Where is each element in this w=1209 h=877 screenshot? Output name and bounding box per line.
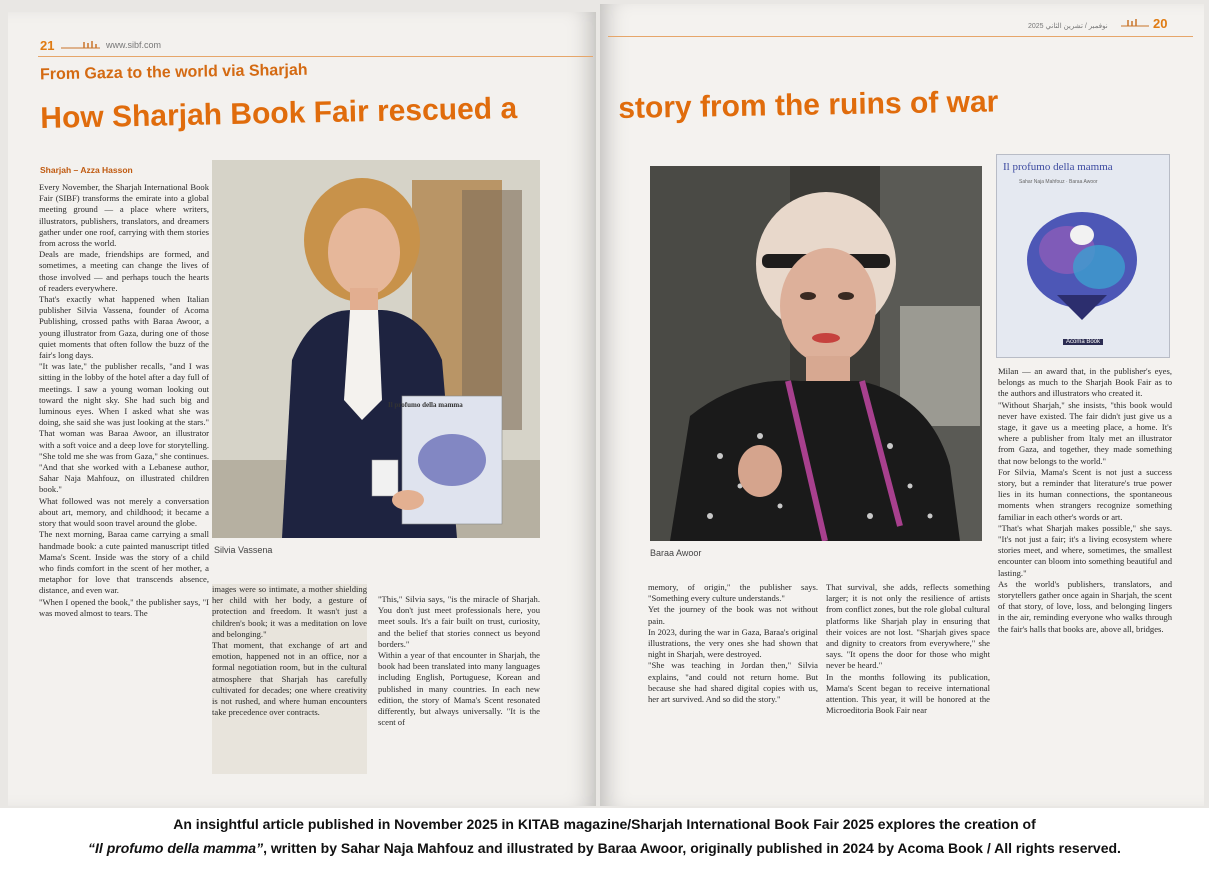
paragraph: The next morning, Baraa came carrying a small handmade book: a cute painted manuscript titled Mama's Scent. Inside was the story of a child who finds comfort in the scent of her mother, a metaphor for love that transcends absence, distance, and even war. [39, 529, 209, 596]
held-book-title: Il profumo della mamma [388, 401, 463, 409]
headline-left: How Sharjah Book Fair rescued a [40, 92, 518, 135]
paragraph: "Without Sharjah," she insists, "this book would never have existed. The fair didn't just give us a stage, it gave us a meeting place, a home. It's where a publisher from Italy met an illustrator from Gaza, and together, they made something that now belongs to the world." [998, 399, 1172, 466]
paragraph: "She was teaching in Jordan then," Silvia explains, "and could not return home. But because she had shared digital copies with us, her art survived. And so did the story." [648, 660, 818, 705]
left-column-1 [39, 182, 209, 772]
cover-publisher: Acoma Book [1063, 339, 1103, 345]
header-rule [608, 36, 1193, 37]
paragraph: As the world's publishers, translators, and storytellers gather once again in Sharjah, the scent of that story, of love, loss, and belonging lingers in the air, reminding everyone who walks through the fair's halls that books are, above all, bridges. [998, 578, 1172, 634]
header-rule [38, 56, 593, 57]
paragraph: For Silvia, Mama's Scent is not just a success story, but a reminder that literature's true power lies in its human connections, the spontaneous moments when strangers recognize something familiar in each other's words or art. [998, 466, 1172, 522]
left-page-number: 21 [40, 38, 55, 53]
paragraph: Milan — an award that, in the publisher's eyes, belongs as much to the Sharjah Book Fair as to the authors and illustrators who created it. [998, 366, 1172, 399]
book-title-italic: “Il profumo della mamma” [88, 840, 264, 856]
silvia-photo-caption: Silvia Vassena [214, 545, 273, 555]
paragraph: "This," Silvia says, "is the miracle of Sharjah. You don't just meet professionals here, you meet souls. It's a fair built on trust, curiosity, and the belief that stories connect us beyond borders." [378, 594, 540, 649]
right-column-3 [998, 366, 1172, 776]
caption-line-2-rest: , written by Sahar Naja Mahfouz and illustrated by Baraa Awoor, originally published in 2024 by Acoma Book / All rights reserved. [263, 840, 1121, 856]
issue-date-arabic: 2025 نوفمبر / تشرين الثاني [1028, 23, 1108, 30]
paragraph: Yet the journey of the book was not without pain. [648, 604, 818, 626]
left-column-3 [378, 594, 540, 774]
byline: Sharjah – Azza Hasson [40, 165, 133, 175]
headline-right: story from the ruins of war [618, 85, 999, 125]
kitab-logo-icon [1120, 18, 1150, 30]
paragraph: Deals are made, friendships are formed, and sometimes, a meeting can change the lives of those involved — and perhaps touch the hearts of readers everywhere. [39, 249, 209, 293]
baraa-photo-caption: Baraa Awoor [650, 548, 702, 558]
cover-illustration [1017, 195, 1147, 325]
right-column-2 [826, 582, 990, 774]
paragraph: In the months following its publication, Mama's Scent began to receive international attention. This year, it will be honored at the Microeditoria Book Fair near [826, 671, 990, 716]
paragraph: That's exactly what happened when Italian publisher Silvia Vassena, founder of Acoma Publishing, crossed paths with Baraa Awoor, a young illustrator from Gaza, during one of those quiet moments that often follow the buzz of the fair's long days. [39, 294, 209, 361]
caption-line-2 [0, 836, 1209, 860]
baraa-awoor-photo [650, 166, 982, 541]
paragraph: memory, of origin," the publisher says. "Something every culture understands." [648, 582, 818, 604]
right-column-1 [648, 582, 818, 772]
silvia-vassena-photo [212, 160, 540, 538]
cover-title: Il profumo della mamma [1003, 161, 1113, 173]
image-caption [0, 812, 1209, 860]
paragraph: "It was late," the publisher recalls, "and I was sitting in the lobby of the hotel after a day full of meetings. I saw a young woman looking out toward the night sky. She had such big and luminous eyes. When I asked what she was doing, she said she was just looking at the stars." That woman was Baraa Awoor, an illustrator with a soft voice and a deep love for storytelling. "She told me she was from Gaza," she continues. "And that she worked with a Lebanese author, Sahar Naja Mahfouz, on illustrated children book." [39, 361, 209, 495]
paragraph: "When I opened the book," the publisher says, "I was moved almost to tears. The [39, 596, 209, 618]
paragraph: That survival, she adds, reflects something larger; it is not only the resilience of artists from conflict zones, but the role global cultural platforms like Sharjah play in ensuring that their voices are not lost. "Sharjah gives space and dignity to creators from everywhere," she says. "It opens the door for those who might never be heard." [826, 582, 990, 671]
paragraph: images were so intimate, a mother shielding her child with her body, a gesture of protection and freedom. It wasn't just a children's book; it was a meditation on love and belonging." [212, 584, 367, 639]
website-url: www.sibf.com [106, 40, 162, 50]
article-kicker: From Gaza to the world via Sharjah [39, 61, 308, 84]
book-cover [996, 154, 1170, 358]
right-page [600, 4, 1204, 806]
right-page-number: 20 [1153, 16, 1168, 31]
kitab-logo-icon [60, 40, 102, 52]
left-page [8, 12, 596, 806]
paragraph: What followed was not merely a conversation about art, memory, and childhood; it became a story that would soon travel around the globe. [39, 495, 209, 529]
cover-authors: Sahar Naja Mahfouz · Baraa Awoor [1019, 179, 1098, 185]
paragraph: Every November, the Sharjah International Book Fair (SIBF) transforms the emirate into a global meeting ground — a place where writers, illustrators, publishers, translators, and dreamers gather under one roof, carrying with them stories from across the world. [39, 182, 209, 249]
paragraph: Within a year of that encounter in Sharjah, the book had been translated into many languages including English, Portuguese, Korean and published in many countries. In each new edition, the story of Mama's Scent resonated differently, but always universally. "It is the scent of [378, 650, 540, 728]
left-column-2 [212, 584, 367, 774]
caption-line-1: An insightful article published in November 2025 in KITAB magazine/Sharjah International Book Fair 2025 explores the creation of [173, 816, 1036, 832]
paragraph: "That's what Sharjah makes possible," she says. "It's not just a fair; it's a living ecosystem where stories meet, and where, sometimes, the smallest encounter can bloom into something beautiful and lasting." [998, 522, 1172, 578]
paragraph: In 2023, during the war in Gaza, Baraa's original illustrations, the very ones she had shown that night in Sharjah, were destroyed. [648, 626, 818, 660]
paragraph: That moment, that exchange of art and emotion, happened not in an office, nor a formal negotiation room, but in the cultural atmosphere that Sharjah has carefully cultivated for decades; one where creativity is not rushed, and where human encounters take precedence over contracts. [212, 640, 367, 718]
